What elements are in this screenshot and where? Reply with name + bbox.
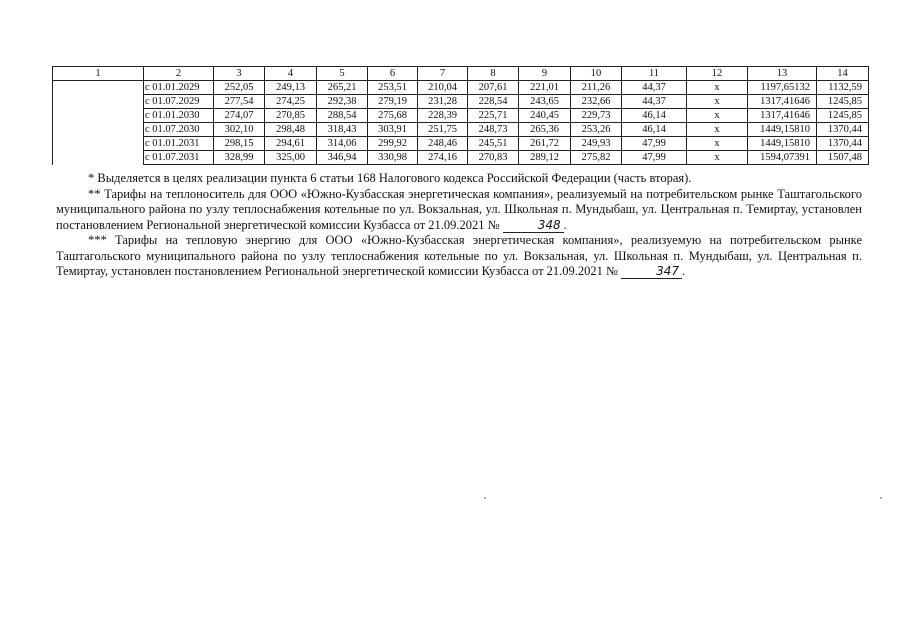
value-cell: х: [687, 123, 748, 137]
value-cell: 330,98: [368, 151, 418, 165]
group-cell: [53, 81, 144, 95]
value-cell: 248,46: [418, 137, 468, 151]
value-cell: 1245,85: [817, 109, 869, 123]
tariff-table: [52, 66, 869, 165]
value-cell: 1317,41646: [748, 109, 817, 123]
value-cell: 228,39: [418, 109, 468, 123]
value-cell: 294,61: [265, 137, 317, 151]
value-cell: 318,43: [317, 123, 368, 137]
column-number-cell: 12: [687, 67, 748, 81]
period-cell: с 01.01.2029: [144, 81, 214, 95]
column-number-cell: 13: [748, 67, 817, 81]
value-cell: 231,28: [418, 95, 468, 109]
table-row: [53, 137, 869, 151]
handwritten-resolution-number: 348: [503, 219, 564, 233]
value-cell: 249,93: [571, 137, 622, 151]
value-cell: 243,65: [519, 95, 571, 109]
column-number-cell: 8: [468, 67, 519, 81]
value-cell: 261,72: [519, 137, 571, 151]
value-cell: 275,68: [368, 109, 418, 123]
value-cell: 47,99: [622, 137, 687, 151]
value-cell: 270,83: [468, 151, 519, 165]
column-number-cell: 6: [368, 67, 418, 81]
group-cell: [53, 137, 144, 151]
period-cell: с 01.01.2031: [144, 137, 214, 151]
column-number-cell: 2: [144, 67, 214, 81]
period-cell: с 01.01.2030: [144, 109, 214, 123]
period-cell: с 01.07.2029: [144, 95, 214, 109]
period-cell: с 01.07.2030: [144, 123, 214, 137]
value-cell: 1197,65132: [748, 81, 817, 95]
value-cell: 288,54: [317, 109, 368, 123]
column-number-cell: 7: [418, 67, 468, 81]
value-cell: 270,85: [265, 109, 317, 123]
value-cell: х: [687, 151, 748, 165]
footnote-period: .: [563, 217, 567, 232]
value-cell: 1245,85: [817, 95, 869, 109]
footnote-vat: * Выделяется в целях реализации пункта 6 статьи 168 Налогового кодекса Российской Федерации (часть вторая).: [88, 171, 692, 185]
value-cell: 275,82: [571, 151, 622, 165]
value-cell: 265,21: [317, 81, 368, 95]
handwritten-resolution-number: 347: [621, 265, 682, 279]
value-cell: х: [687, 95, 748, 109]
value-cell: 232,66: [571, 95, 622, 109]
value-cell: 249,13: [265, 81, 317, 95]
value-cell: 277,54: [214, 95, 265, 109]
value-cell: 1317,41646: [748, 95, 817, 109]
value-cell: 298,48: [265, 123, 317, 137]
value-cell: 299,92: [368, 137, 418, 151]
group-cell: [53, 95, 144, 109]
column-number-cell: 11: [622, 67, 687, 81]
column-number-cell: 10: [571, 67, 622, 81]
value-cell: 274,16: [418, 151, 468, 165]
footnotes: [56, 171, 862, 280]
value-cell: 44,37: [622, 81, 687, 95]
value-cell: 1507,48: [817, 151, 869, 165]
value-cell: 46,14: [622, 109, 687, 123]
group-cell: [53, 151, 144, 165]
group-cell: [53, 109, 144, 123]
value-cell: 1132,59: [817, 81, 869, 95]
value-cell: 221,01: [519, 81, 571, 95]
column-number-cell: 14: [817, 67, 869, 81]
table-row: [53, 123, 869, 137]
value-cell: х: [687, 109, 748, 123]
value-cell: 303,91: [368, 123, 418, 137]
value-cell: 253,26: [571, 123, 622, 137]
column-number-cell: 5: [317, 67, 368, 81]
table-row: [53, 151, 869, 165]
value-cell: 298,15: [214, 137, 265, 151]
table-row: [53, 81, 869, 95]
period-cell: с 01.07.2031: [144, 151, 214, 165]
value-cell: 211,26: [571, 81, 622, 95]
value-cell: 253,51: [368, 81, 418, 95]
value-cell: 229,73: [571, 109, 622, 123]
value-cell: 292,38: [317, 95, 368, 109]
scan-speck: [880, 497, 882, 499]
value-cell: 225,71: [468, 109, 519, 123]
value-cell: 248,73: [468, 123, 519, 137]
value-cell: 328,99: [214, 151, 265, 165]
value-cell: 1594,07391: [748, 151, 817, 165]
value-cell: 274,07: [214, 109, 265, 123]
value-cell: 265,36: [519, 123, 571, 137]
value-cell: 44,37: [622, 95, 687, 109]
value-cell: 274,25: [265, 95, 317, 109]
column-number-cell: 9: [519, 67, 571, 81]
footnote-heat-tariff: [56, 233, 862, 280]
value-cell: 302,10: [214, 123, 265, 137]
column-number-cell: 4: [265, 67, 317, 81]
value-cell: 240,45: [519, 109, 571, 123]
value-cell: 251,75: [418, 123, 468, 137]
value-cell: 314,06: [317, 137, 368, 151]
value-cell: 1449,15810: [748, 137, 817, 151]
value-cell: х: [687, 137, 748, 151]
table-header-row: [53, 67, 869, 81]
scan-speck: [484, 497, 486, 499]
value-cell: 346,94: [317, 151, 368, 165]
table-row: [53, 109, 869, 123]
value-cell: 228,54: [468, 95, 519, 109]
value-cell: 210,04: [418, 81, 468, 95]
value-cell: 325,00: [265, 151, 317, 165]
group-cell: [53, 123, 144, 137]
footnote-coolant-text: ** Тарифы на теплоноситель для ООО «Южно-Кузбасская энергетическая компания», реализуемый на потребительском рынке Таштагольского муниципального района по узлу теплоснабжения котельные по ул. Вокзальная, ул. Школьная п. Мундыбаш, ул. Центральная п. Темиртау, установлен постановлением Региональной энергетической комиссии Кузбасса от 21.09.2021 №: [56, 186, 862, 232]
value-cell: 1370,44: [817, 123, 869, 137]
footnote-heat-text: *** Тарифы на тепловую энергию для ООО «Южно-Кузбасская энергетическая компания», реализуемую на потребительском рынке Таштагольского муниципального района по узлу теплоснабжения котельные по ул. Вокзальная, ул. Школьная п. Мундыбаш, ул. Центральная п. Темиртау, установлен постановлением Региональной энергетической комиссии Кузбасса от 21.09.2021 №: [56, 233, 862, 278]
value-cell: 289,12: [519, 151, 571, 165]
column-number-cell: 1: [53, 67, 144, 81]
value-cell: 47,99: [622, 151, 687, 165]
column-number-cell: 3: [214, 67, 265, 81]
value-cell: 245,51: [468, 137, 519, 151]
footnote-period: .: [682, 264, 686, 278]
value-cell: 252,05: [214, 81, 265, 95]
table-row: [53, 95, 869, 109]
value-cell: 1370,44: [817, 137, 869, 151]
value-cell: х: [687, 81, 748, 95]
value-cell: 46,14: [622, 123, 687, 137]
value-cell: 1449,15810: [748, 123, 817, 137]
value-cell: 279,19: [368, 95, 418, 109]
value-cell: 207,61: [468, 81, 519, 95]
footnote-coolant-tariff: [56, 187, 862, 234]
